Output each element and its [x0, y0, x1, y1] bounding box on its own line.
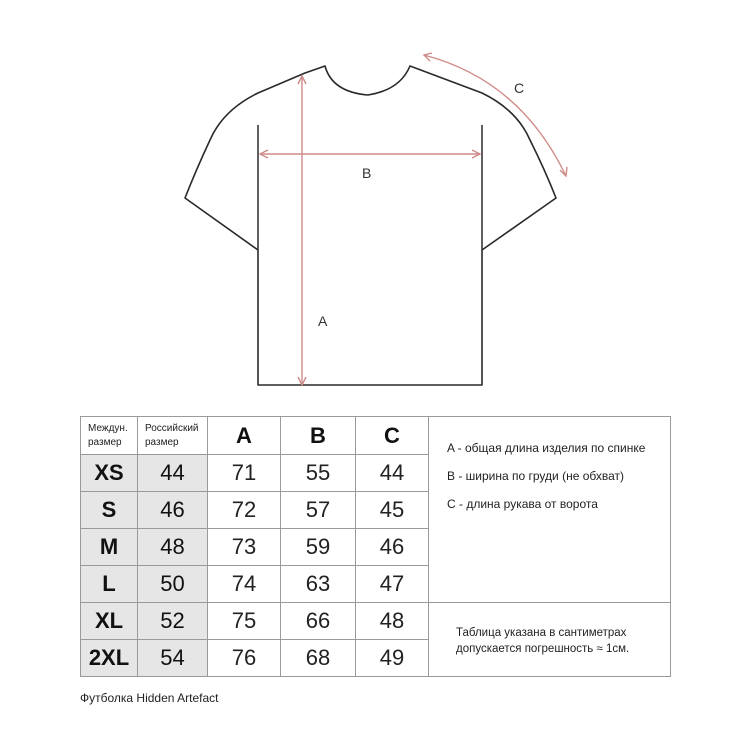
value-a: 71	[208, 455, 281, 492]
tshirt-outline	[185, 66, 556, 385]
legend-b: B - ширина по груди (не обхват)	[447, 469, 624, 483]
value-c: 44	[356, 455, 429, 492]
table-row	[81, 603, 671, 640]
dimension-label-c: C	[514, 80, 525, 96]
value-b: 66	[281, 603, 356, 640]
value-b: 57	[281, 492, 356, 529]
value-a: 74	[208, 566, 281, 603]
intl-size: XS	[81, 455, 138, 492]
table-header-row	[81, 417, 671, 455]
value-c: 47	[356, 566, 429, 603]
value-a: 75	[208, 603, 281, 640]
intl-size: XL	[81, 603, 138, 640]
header-ru-size: Российский размер	[138, 417, 208, 455]
value-a: 76	[208, 640, 281, 677]
note-cell	[429, 603, 671, 677]
product-caption: Футболка Hidden Artefact	[80, 691, 219, 705]
header-a: A	[208, 417, 281, 455]
ru-size: 54	[138, 640, 208, 677]
ru-size: 46	[138, 492, 208, 529]
note-line-2: допускается погрешность ≈ 1см.	[456, 643, 630, 655]
header-c: C	[356, 417, 429, 455]
ru-size: 52	[138, 603, 208, 640]
value-c: 45	[356, 492, 429, 529]
ru-size: 48	[138, 529, 208, 566]
dimension-label-b: B	[362, 165, 372, 181]
value-b: 63	[281, 566, 356, 603]
value-c: 49	[356, 640, 429, 677]
header-intl-size: Междун. размер	[81, 417, 138, 455]
value-a: 73	[208, 529, 281, 566]
size-table	[80, 416, 671, 677]
value-b: 55	[281, 455, 356, 492]
header-b: B	[281, 417, 356, 455]
value-b: 59	[281, 529, 356, 566]
intl-size: L	[81, 566, 138, 603]
legend-a: A - общая длина изделия по спинке	[447, 441, 646, 455]
value-c: 46	[356, 529, 429, 566]
ru-size: 50	[138, 566, 208, 603]
value-c: 48	[356, 603, 429, 640]
intl-size: 2XL	[81, 640, 138, 677]
measure-line-c	[424, 55, 566, 176]
note-line-1: Таблица указана в сантиметрах	[456, 627, 627, 639]
ru-size: 44	[138, 455, 208, 492]
legend-cell	[429, 417, 671, 603]
intl-size: S	[81, 492, 138, 529]
dimension-label-a: A	[318, 313, 328, 329]
legend-c: C - длина рукава от ворота	[447, 497, 598, 511]
value-b: 68	[281, 640, 356, 677]
value-a: 72	[208, 492, 281, 529]
intl-size: M	[81, 529, 138, 566]
